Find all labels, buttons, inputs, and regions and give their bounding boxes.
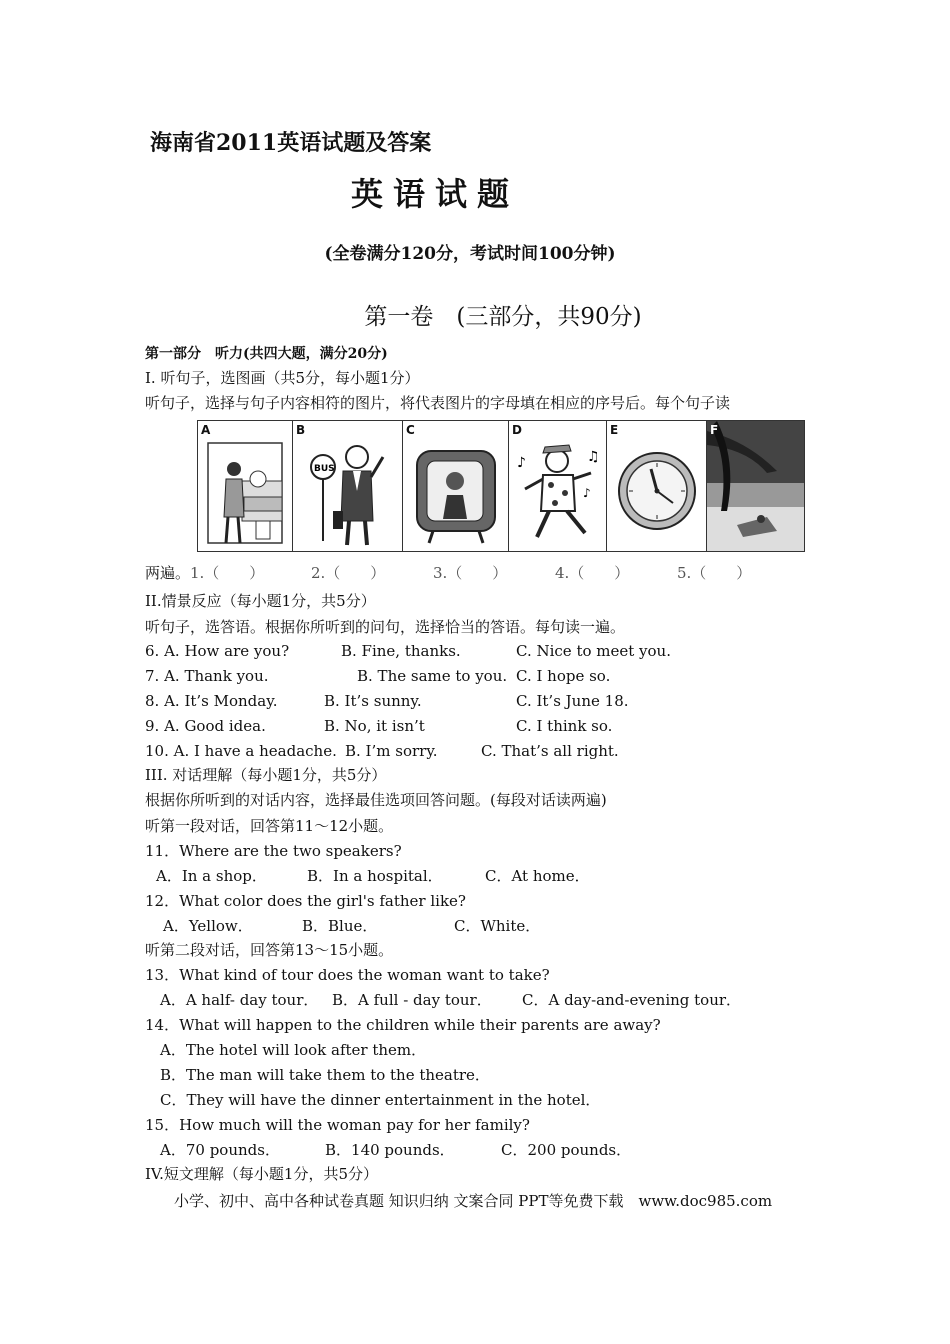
- question-13: 13．What kind of tour does the woman want to take?: [145, 966, 550, 984]
- option-13c: C．A day-and-evening tour．: [522, 991, 742, 1009]
- option-14a: A．The hotel will look after them．: [160, 1041, 427, 1059]
- footer-text: 小学、初中、高中各种试卷真题 知识归纳 文案合同 PPT等免费下载 www.doc985.com: [174, 1192, 773, 1210]
- option-6c: C. Nice to meet you.: [516, 642, 671, 660]
- option-7b: B. The same to you.: [357, 667, 508, 685]
- picture-c: [402, 420, 509, 552]
- question-12: 12．What color does the girl's father like?: [145, 892, 466, 910]
- option-11c: C．At home．: [485, 867, 590, 885]
- option-14c: C．They will have the dinner entertainment in the hotel．: [160, 1091, 601, 1109]
- section1-heading: I. 听句子，选图画（共5分，每小题1分）: [145, 369, 420, 387]
- option-12c: C．White．: [454, 917, 541, 935]
- question-11: 11．Where are the two speakers?: [145, 842, 402, 860]
- answer-blank-3[interactable]: 3.（ ）: [433, 564, 508, 582]
- bus-stop-man-picture-icon: [293, 421, 403, 552]
- option-15a: A．70 pounds．: [160, 1141, 280, 1159]
- exam-info: (全卷满分120分，考试时间100分钟): [324, 244, 616, 264]
- television-picture-icon: [403, 421, 509, 552]
- option-6b: B. Fine, thanks.: [341, 642, 461, 660]
- svg-text:BUS: BUS: [314, 464, 335, 474]
- option-14b: B．The man will take them to the theatre．: [160, 1066, 490, 1084]
- dialog2-intro: 听第二段对话，回答第13～15小题。: [145, 941, 394, 959]
- option-12a: A．Yellow．: [163, 917, 253, 935]
- section1-instruction-end: 两遍。: [145, 564, 191, 582]
- picture-e: [606, 420, 707, 552]
- option-8b: B. It’s sunny.: [324, 692, 422, 710]
- picture-f: [706, 420, 805, 552]
- option-15b: B．140 pounds．: [325, 1141, 455, 1159]
- svg-text:♫: ♫: [587, 449, 600, 465]
- option-10b: B. I’m sorry.: [345, 742, 438, 760]
- dancing-man-picture-icon: [509, 421, 607, 552]
- option-9b: B. No, it isn’t: [324, 717, 425, 735]
- answer-blank-2[interactable]: 2.（ ）: [311, 564, 386, 582]
- picture-d: [508, 420, 607, 552]
- option-6a: 6. A. How are you?: [145, 642, 290, 660]
- section3-heading: III. 对话理解（每小题1分，共5分）: [145, 766, 387, 784]
- picture-letter: B: [296, 423, 306, 437]
- picture-letter: E: [610, 423, 619, 437]
- picture-b: [292, 420, 403, 552]
- section3-instruction: 根据你所听到的对话内容，选择最佳选项回答问题。(每段对话读两遍): [145, 791, 607, 809]
- option-8c: C. It’s June 18.: [516, 692, 629, 710]
- dialog1-intro: 听第一段对话，回答第11～12小题。: [145, 817, 394, 835]
- picture-letter: D: [512, 423, 522, 437]
- part1-title: 第一部分 听力(共四大题，满分20分): [145, 346, 388, 362]
- answer-blank-5[interactable]: 5.（ ）: [677, 564, 752, 582]
- beach-picture-icon: [707, 421, 805, 552]
- option-11b: B．In a hospital．: [307, 867, 443, 885]
- option-13b: B．A full - day tour．: [332, 991, 492, 1009]
- question-15: 15．How much will the woman pay for her family?: [145, 1116, 530, 1134]
- picture-a: [197, 420, 293, 552]
- svg-text:♪: ♪: [517, 455, 526, 471]
- question-14: 14．What will happen to the children while their parents are away?: [145, 1016, 661, 1034]
- clock-picture-icon: [607, 421, 707, 552]
- picture-letter: A: [201, 423, 211, 437]
- svg-text:♪: ♪: [583, 486, 591, 500]
- picture-letter: C: [406, 423, 415, 437]
- option-7a: 7. A. Thank you.: [145, 667, 269, 685]
- picture-letter: F: [710, 423, 719, 437]
- volume-title: 第一卷 (三部分，共90分): [364, 304, 642, 330]
- option-9c: C. I think so.: [516, 717, 613, 735]
- answer-blank-4[interactable]: 4.（ ）: [555, 564, 630, 582]
- option-15c: C．200 pounds．: [501, 1141, 632, 1159]
- document-title: 海南省2011英语试题及答案: [150, 130, 432, 156]
- option-13a: A．A half- day tour．: [160, 991, 319, 1009]
- option-9a: 9. A. Good idea.: [145, 717, 266, 735]
- option-12b: B．Blue．: [302, 917, 378, 935]
- option-7c: C. I hope so.: [516, 667, 611, 685]
- section1-instruction: 听句子，选择与句子内容相符的图片，将代表图片的字母填在相应的序号后。每个句子读: [145, 394, 731, 412]
- section2-heading: II.情景反应（每小题1分，共5分）: [145, 592, 376, 610]
- hospital-visit-picture-icon: [198, 421, 293, 552]
- answer-blank-1[interactable]: 1.（ ）: [190, 564, 265, 582]
- option-11a: A．In a shop．: [156, 867, 267, 885]
- section4-heading: IV.短文理解（每小题1分，共5分）: [145, 1165, 378, 1183]
- main-title: 英语试题: [350, 175, 519, 213]
- option-10c: C. That’s all right.: [481, 742, 619, 760]
- option-10a: 10. A. I have a headache.: [145, 742, 337, 760]
- section2-instruction: 听句子，选答语。根据你所听到的问句，选择恰当的答语。每句读一遍。: [145, 618, 626, 636]
- option-8a: 8. A. It’s Monday.: [145, 692, 278, 710]
